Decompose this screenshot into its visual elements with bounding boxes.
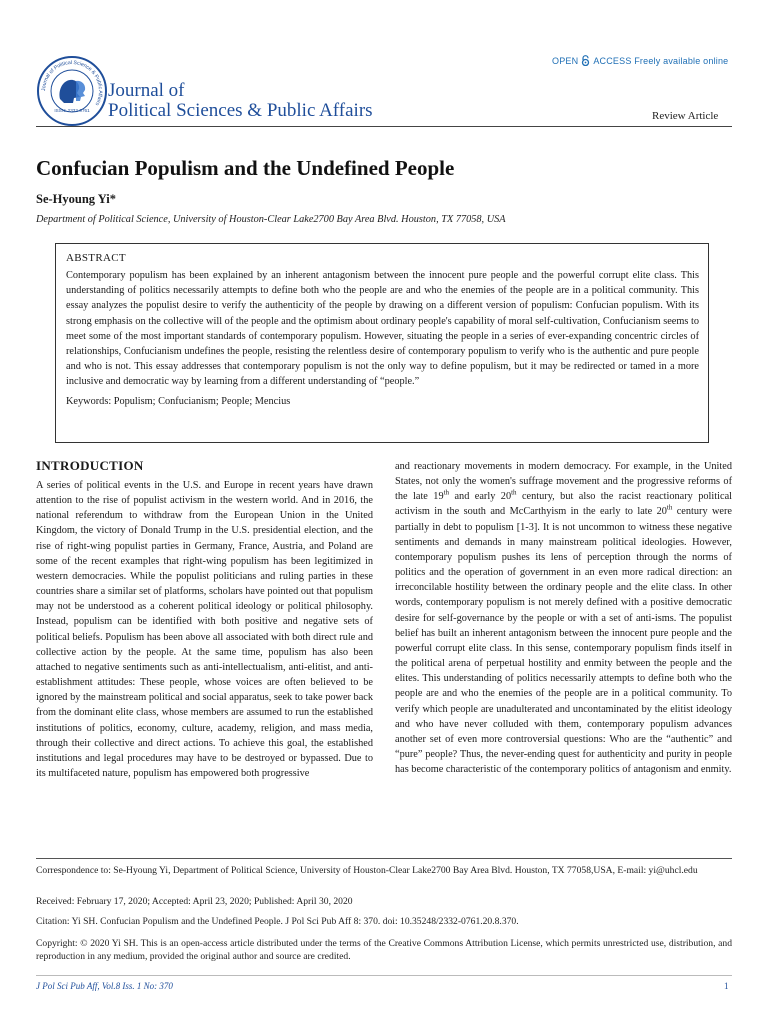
abstract-heading: ABSTRACT	[66, 252, 126, 264]
journal-seal-icon	[36, 55, 108, 127]
page-number: 1	[724, 981, 729, 991]
journal-name-line2: Political Sciences & Public Affairs	[108, 100, 373, 121]
logo-issn: ISSN: 2332-0761	[54, 108, 90, 113]
abstract-box	[55, 243, 709, 443]
journal-logo	[36, 55, 108, 127]
copyright-note: Copyright: © 2020 Yi SH. This is an open-access article distributed under the terms of the Creative Commons Attribution License, which permits unrestricted use, distribution, and reproduction in any medium, provided the original author and source are credited.	[36, 938, 732, 962]
header-rule	[36, 126, 732, 127]
intro-right-column	[395, 459, 732, 777]
open-access-banner	[552, 55, 728, 66]
sup-th-3: th	[666, 504, 673, 513]
intro-right-text-4: century were partially in debt to populism [1-3]. It is not uncommon to witness these negative sentiments and demands in many mainstream political ideologies. However, contemporary populism pushes its lens of perception through the norms of politics and the operation of government in an even more radical direction: an irreconcilable hostility between the ordinary people and the elite class. In other words, contemporary populism is not merely defined with a positive democratic desire for self-governance by the people or with a set of anti-isms. The populist belief has built an inherent antagonism between the innocent pure people and the powerful corrupt elite class. In this sense, contemporary populism finds itself in the political arena of perpetual hostility and enmity between the people and the elites. This understanding of politics necessarily attempts to define both who the people are and who the enemies of the people are in a political community. To verify which people are unadulterated and uncontaminated by the elitist ideology and who have never colluded with them, contemporary populism advances another set of even more controversial questions: Who are the “authentic” and “pure” people? Thus, the never-ending quest for authenticity and purity in people has become characteristic of the contemporary politics of antagonism and enmity.	[395, 506, 733, 776]
author-name: Se-Hyoung Yi*	[36, 192, 116, 206]
intro-right-text-2: and early 20	[449, 491, 512, 503]
journal-name-line1: Journal of	[108, 80, 185, 101]
sup-th-1: th	[443, 488, 450, 497]
intro-right-text-1: and reactionary movements in modern democracy. For example, in the United States, not only the women's suffrage movement and the progressive reforms of the late 19	[395, 461, 732, 503]
citation-note: Citation: Yi SH. Confucian Populism and the Undefined People. J Pol Sci Pub Aff 8: 370. doi: 10.35248/2332-0761.20.8.370.	[36, 916, 519, 927]
running-footer-rule	[36, 975, 732, 976]
running-footer: J Pol Sci Pub Aff, Vol.8 Iss. 1 No: 370	[36, 981, 173, 991]
sup-th-2: th	[511, 488, 517, 497]
keywords: Keywords: Populism; Confucianism; People; Mencius	[66, 395, 291, 407]
open-access-lock-icon	[581, 55, 590, 66]
intro-right-text-3: century, but also the racist reactionary political activism in the south and McCarthyism in the early to late 20	[395, 491, 732, 518]
journal-name	[108, 81, 373, 121]
abstract-body: Contemporary populism has been explained by an inherent antagonism between the innocent pure people and the powerful corrupt elite class. This understanding of politics necessarily attempts to define both who the people are and who the enemies of the people are in a political community. This essay analyzes the populist desire to verify the authenticity of the people by drawing on a different version of populism: Confucian populism. With its strong emphasis on the collective will of the people and the optimism about ordinary people's capability of moral self-cultivation, Confucianism seems to meet some of the most important standards of contemporary populism. However, situating the people in a series of ever-expanding concentric circles of relationships, Confucianism undefines the people, resisting the relentless desire of contemporary populism to verify who is the authentic and pure people and who is not. This essay addresses that contemporary populism is not the only way to define populism, but it may be redirected or tamed in a more inclusive and democratic way by learning from a different understanding of “people.”	[66, 270, 699, 388]
intro-left-column: A series of political events in the U.S. and Europe in recent years have drawn attention to the rise of populist activism in the western world. And in 2016, the national referendum to withdraw from the European Union in the United Kingdom, the victory of Donald Trump in the U.S. presidential election, and the rise of right-wing populist parties in Germany, France, Austria, and Poland are some of the recent examples that right-wing populism has been legitimized in western democracies. While the populist politicians and ruling parties in these countries share a similar set of platforms, scholars have pointed out that populism may not be understood as a coherent political ideology or political philosophy. Instead, populism can be identified with both positive and negative sets of political beliefs. Populism has been above all associated with both direct rule and collective action by the people. At the same time, populism has also been attached to negative sentiments such as anti-intellectualism, anti-elitist, and anti-establishment attitudes: These people, whose voices are often believed to be ignored by the mainstream political and social apparatus, seek to take power back from the dominant elite class, whose members are assumed to run the established institutions of politics, economy, culture, academy, religion, and mass media, through their collective and direct actions. To achieve this goal, the established institutions and legal procedures may have to be destroyed or bypassed. Due to its multifaceted nature, populism has empowered both progressive	[36, 480, 373, 779]
article-type: Review Article	[652, 110, 719, 122]
article-title: Confucian Populism and the Undefined People	[36, 156, 455, 180]
introduction-heading: INTRODUCTION	[36, 458, 144, 473]
footer-rule	[36, 858, 732, 859]
access-label: ACCESS Freely available online	[593, 55, 729, 66]
logo-ring-text: Journal of Political Science & Public Affairs	[40, 59, 104, 107]
open-label: OPEN	[552, 55, 579, 66]
correspondence-note: Correspondence to: Se-Hyoung Yi, Department of Political Science, University of Houston-Clear Lake2700 Bay Area Blvd. Houston, TX 77058,USA, E-mail: yi@uhcl.edu	[36, 865, 698, 876]
author-affiliation: Department of Political Science, University of Houston-Clear Lake2700 Bay Area Blvd. Houston, TX 77058, USA	[36, 214, 506, 225]
publication-dates: Received: February 17, 2020; Accepted: April 23, 2020; Published: April 30, 2020	[36, 896, 353, 907]
